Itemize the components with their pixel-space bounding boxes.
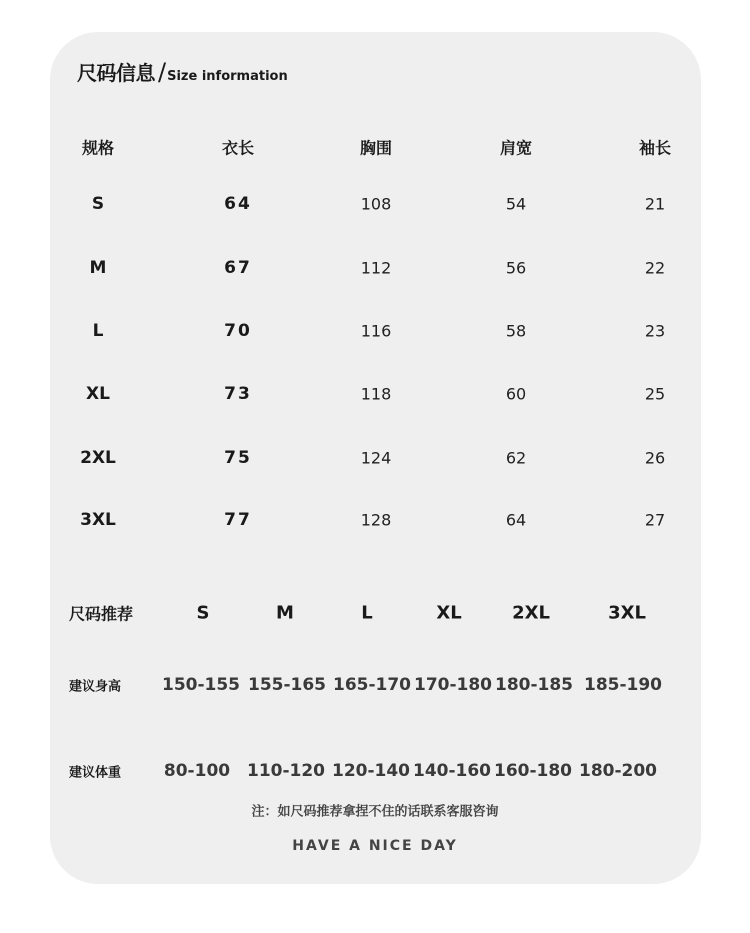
title-cn: 尺码信息 — [77, 61, 155, 85]
recommend-size: 2XL — [512, 602, 550, 624]
table-header-cell: 胸围 — [359, 138, 393, 158]
measurement-cell: 116 — [360, 321, 392, 341]
measurement-cell: 22 — [644, 258, 666, 278]
measurement-cell: 64 — [224, 194, 252, 214]
measurement-cell: 27 — [644, 510, 666, 530]
recommend-size: L — [361, 602, 373, 624]
recommend-weight: 80-100 — [163, 761, 231, 781]
measurement-cell: 56 — [505, 258, 527, 278]
measurement-cell: 67 — [224, 258, 252, 278]
recommend-weight: 140-160 — [412, 761, 492, 781]
measurement-cell: 64 — [505, 510, 527, 530]
measurement-cell: 108 — [360, 194, 392, 214]
measurement-cell: 77 — [224, 510, 252, 530]
title-en: Size information — [167, 69, 288, 84]
size-label-cell: 2XL — [80, 448, 116, 468]
measurement-cell: 73 — [224, 384, 252, 404]
measurement-cell: 60 — [505, 384, 527, 404]
recommend-height: 185-190 — [583, 675, 663, 695]
recommend-height: 155-165 — [247, 675, 327, 695]
size-label-cell: XL — [86, 384, 110, 404]
recommend-size: S — [196, 602, 210, 624]
measurement-cell: 128 — [360, 510, 392, 530]
measurement-cell: 25 — [644, 384, 666, 404]
recommend-height: 165-170 — [332, 675, 412, 695]
size-label-cell: 3XL — [80, 510, 116, 530]
footer-slogan: HAVE A NICE DAY — [292, 838, 458, 854]
recommend-size: XL — [436, 602, 462, 624]
page-title — [77, 57, 288, 86]
recommend-height: 170-180 — [413, 675, 493, 695]
note-text: 注：如尺码推荐拿捏不住的话联系客服咨询 — [251, 804, 499, 820]
table-header-cell: 衣长 — [221, 138, 255, 158]
recommend-size: 3XL — [608, 602, 646, 624]
measurement-cell: 118 — [360, 384, 392, 404]
recommend-weight: 160-180 — [493, 761, 573, 781]
measurement-cell: 112 — [360, 258, 392, 278]
recommend-weight: 180-200 — [578, 761, 658, 781]
measurement-cell: 23 — [644, 321, 666, 341]
recommend-title: 尺码推荐 — [69, 604, 134, 624]
size-label-cell: M — [89, 258, 107, 278]
measurement-cell: 124 — [360, 448, 392, 468]
table-header-cell: 规格 — [81, 138, 115, 158]
measurement-cell: 26 — [644, 448, 666, 468]
measurement-cell: 62 — [505, 448, 527, 468]
title-slash: / — [158, 58, 167, 86]
recommend-height: 150-155 — [161, 675, 241, 695]
measurement-cell: 70 — [224, 321, 252, 341]
measurement-cell: 75 — [224, 448, 252, 468]
measurement-cell: 58 — [505, 321, 527, 341]
measurement-cell: 21 — [644, 194, 666, 214]
recommend-weight: 110-120 — [246, 761, 326, 781]
table-header-cell: 肩宽 — [499, 138, 533, 158]
size-label-cell: S — [91, 194, 105, 214]
recommend-weight: 120-140 — [331, 761, 411, 781]
height-label: 建议身高 — [69, 679, 122, 695]
weight-label: 建议体重 — [69, 765, 122, 781]
recommend-height: 180-185 — [494, 675, 574, 695]
measurement-cell: 54 — [505, 194, 527, 214]
table-header-cell: 袖长 — [638, 138, 672, 158]
recommend-size: M — [276, 602, 294, 624]
size-label-cell: L — [92, 321, 104, 341]
